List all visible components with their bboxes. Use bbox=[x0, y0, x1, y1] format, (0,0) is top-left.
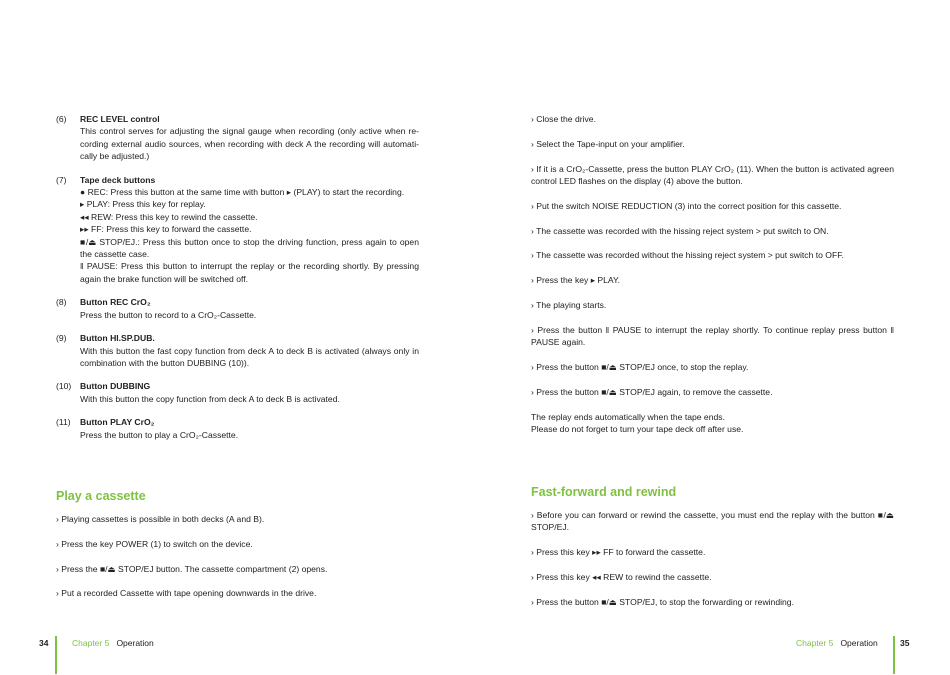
item-title: Button HI.SP.DUB. bbox=[80, 333, 155, 344]
step-text: › The cassette was recorded with the hissing reject system > put switch to ON. bbox=[531, 225, 829, 236]
list-item bbox=[56, 296, 419, 321]
step-text: › Press the button ■/⏏ STOP/EJ again, to remove the cassette. bbox=[531, 386, 773, 397]
chapter-label: Chapter 5 bbox=[72, 638, 110, 648]
item-text: This control serves for adjusting the signal gauge when recording (only active when re-cording external audio sources, when recording with deck A the recording will automati-cally be adjusted.) bbox=[80, 126, 419, 162]
section-heading: Fast-forward and rewind bbox=[531, 484, 677, 499]
item-text: ◂◂ REW: Press this key to rewind the cassette. bbox=[80, 211, 258, 222]
page-number: 35 bbox=[900, 638, 910, 648]
item-title: Button REC CrO₂ bbox=[80, 297, 151, 308]
section-label: Operation bbox=[116, 638, 154, 648]
item-text: ▸ PLAY: Press this key for replay. bbox=[80, 199, 206, 210]
list-item bbox=[56, 380, 419, 405]
footer-chapter bbox=[72, 637, 154, 649]
list-item bbox=[56, 416, 419, 441]
item-text: With this button the copy function from deck A to deck B is activated. bbox=[80, 393, 340, 404]
note-text: Please do not forget to turn your tape deck off after use. bbox=[531, 423, 744, 434]
item-number: (10) bbox=[56, 381, 72, 392]
list-item bbox=[56, 113, 419, 163]
step-text: › Close the drive. bbox=[531, 114, 596, 124]
step-text: › Put the switch NOISE REDUCTION (3) into the correct position for this cassette. bbox=[531, 200, 842, 211]
item-text: ■/⏏ STOP/EJ.: Press this button once to stop the driving function, press again to open the cassette case. bbox=[80, 236, 419, 260]
footer-divider bbox=[55, 636, 57, 674]
item-title: Button PLAY CrO₂ bbox=[80, 417, 155, 428]
step-text: › Press the button ■/⏏ STOP/EJ once, to stop the replay. bbox=[531, 361, 749, 372]
step-text: › If it is a CrO₂-Cassette, press the button PLAY CrO₂ (11). When the button is activated agreen control LED flashes on the display (4) above the button. bbox=[531, 163, 894, 186]
step-text: › Put a recorded Cassette with tape opening downwards in the drive. bbox=[56, 588, 317, 599]
item-text: ▸▸ FF: Press this key to forward the cassette. bbox=[80, 224, 252, 235]
step-text: › Press the button ■/⏏ STOP/EJ, to stop the forwarding or rewinding. bbox=[531, 596, 794, 607]
step-text: › Before you can forward or rewind the cassette, you must end the replay with the button ■/⏏ STOP/EJ. bbox=[531, 509, 894, 533]
item-text: Press the button to play a CrO₂-Cassette. bbox=[80, 429, 239, 440]
item-text: Press the button to record to a CrO₂-Cassette. bbox=[80, 309, 257, 320]
step-text: › Press this key ▸▸ FF to forward the cassette. bbox=[531, 546, 706, 557]
chapter-label: Chapter 5 bbox=[796, 638, 834, 648]
step-text: › Press this key ◂◂ REW to rewind the cassette. bbox=[531, 571, 712, 582]
item-number: (9) bbox=[56, 333, 67, 344]
item-text: ● REC: Press this button at the same time with button ▸ (PLAY) to start the recording. bbox=[80, 187, 405, 198]
item-text: With this button the fast copy function from deck A to deck B is activated (always only in combination with the button DUBBING (10)). bbox=[80, 345, 419, 368]
item-number: (7) bbox=[56, 174, 67, 185]
step-text: › The cassette was recorded without the hissing reject system > put switch to OFF. bbox=[531, 250, 844, 261]
step-text: › Select the Tape-input on your amplifier. bbox=[531, 138, 685, 149]
footer-chapter bbox=[796, 637, 878, 649]
section-heading: Play a cassette bbox=[56, 488, 146, 503]
note-text: The replay ends automatically when the tape ends. bbox=[531, 411, 725, 422]
item-number: (6) bbox=[56, 114, 67, 124]
step-text: › Press the key ▸ PLAY. bbox=[531, 275, 621, 286]
right-column bbox=[531, 113, 894, 620]
item-number: (11) bbox=[56, 417, 71, 428]
step-text: › Press the ■/⏏ STOP/EJ button. The cassette compartment (2) opens. bbox=[56, 563, 328, 574]
footer-divider bbox=[893, 636, 895, 674]
step-text: › Playing cassettes is possible in both decks (A and B). bbox=[56, 513, 265, 524]
list-item bbox=[56, 174, 419, 286]
page-number: 34 bbox=[39, 638, 49, 648]
item-title: Tape deck buttons bbox=[80, 174, 156, 185]
item-number: (8) bbox=[56, 297, 67, 308]
section-label: Operation bbox=[840, 638, 878, 648]
item-title: REC LEVEL control bbox=[80, 114, 160, 124]
item-text: ‖ PAUSE: Press this button to interrupt the replay or the recording shortly. By pressing again the brake function will be switched off. bbox=[80, 261, 419, 284]
step-text: › Press the button ‖ PAUSE to interrupt the replay shortly. To continue replay press button ‖ PAUSE again. bbox=[531, 324, 894, 348]
left-column bbox=[56, 113, 419, 612]
step-text: › The playing starts. bbox=[531, 299, 607, 310]
list-item bbox=[56, 332, 419, 369]
step-text: › Press the key POWER (1) to switch on the device. bbox=[56, 538, 253, 549]
item-title: Button DUBBING bbox=[80, 381, 151, 392]
